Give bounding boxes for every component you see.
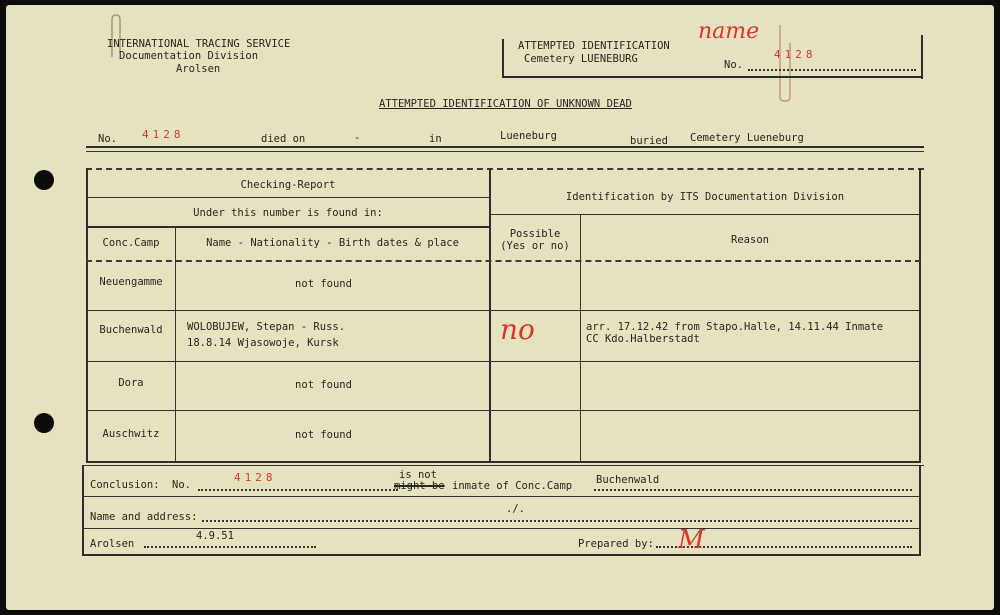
row-camp: Buchenwald — [99, 324, 163, 336]
row-camp: Auschwitz — [102, 428, 160, 440]
row-details: not found — [295, 379, 352, 391]
no-label: No. — [98, 133, 117, 145]
row-camp: Neuengamme — [99, 276, 163, 288]
conclusion-is-not: is not — [399, 469, 437, 481]
paper-clip-icon-right — [776, 23, 798, 103]
prepared-by-initial: M — [678, 525, 705, 555]
in-label: in — [429, 133, 442, 145]
row-details-name: WOLOBUJEW, Stepan - Russ. — [187, 321, 346, 333]
handwritten-note: name — [698, 19, 760, 44]
row-reason-line2: CC Kdo.Halberstadt — [586, 333, 700, 345]
row-divider — [86, 310, 921, 311]
row-divider — [86, 361, 921, 362]
checking-subtitle: Under this number is found in: — [193, 207, 383, 219]
document-card — [6, 5, 994, 610]
punch-hole-bottom — [34, 413, 54, 433]
row-camp: Dora — [118, 377, 144, 389]
org-division: Documentation Division — [119, 50, 259, 62]
conclusion-no-value: 4128 — [234, 471, 277, 484]
col-camp-header: Conc.Camp — [102, 237, 160, 249]
conclusion-left-border — [82, 465, 84, 555]
punch-hole-top — [34, 170, 54, 190]
conclusion-struck-text: might be — [394, 480, 445, 492]
conclusion-no-dotted-line — [198, 489, 398, 491]
conclusion-right-border — [919, 465, 921, 555]
date-dotted-line — [144, 546, 316, 548]
col-details-header: Name - Nationality - Birth dates & place — [206, 237, 459, 249]
box-no-value: 4128 — [774, 48, 817, 61]
table-bottom-border — [86, 461, 921, 463]
in-value: Lueneburg — [500, 130, 557, 142]
identification-title-line — [489, 214, 920, 215]
header-row-bottom — [86, 260, 921, 262]
box-no-dotted-line — [748, 69, 916, 71]
buried-label: buried — [630, 135, 668, 147]
checking-title: Checking-Report — [240, 179, 336, 191]
died-on-label: died on — [261, 133, 306, 145]
buried-value: Cemetery Lueneburg — [690, 132, 804, 144]
form-bottom-border — [82, 554, 921, 556]
row-details: not found — [295, 429, 352, 441]
col-reason-header: Reason — [731, 234, 769, 246]
row-divider — [86, 410, 921, 411]
conclusion-camp-value: Buchenwald — [596, 474, 660, 486]
row-details: not found — [295, 278, 352, 290]
line-under-no — [86, 146, 924, 148]
conclusion-inmate-text: inmate of Conc.Camp — [452, 480, 573, 492]
checking-title-line — [86, 197, 489, 198]
no-value: 4128 — [142, 128, 185, 141]
name-address-label: Name and address: — [90, 511, 198, 523]
header-box-left-border — [502, 39, 504, 77]
checking-subtitle-line — [86, 226, 489, 228]
prepared-by-label: Prepared by: — [578, 538, 654, 550]
org-name: INTERNATIONAL TRACING SERVICE — [107, 38, 291, 50]
date-value: 4.9.51 — [196, 530, 234, 542]
conclusion-label: Conclusion: — [90, 479, 160, 491]
row-possible-handwritten: no — [500, 313, 535, 346]
place-label: Arolsen — [90, 538, 135, 550]
col-possible-divider — [580, 214, 581, 463]
name-address-value: ./. — [506, 503, 525, 515]
identification-title: Identification by ITS Documentation Division — [565, 191, 845, 203]
box-no-label: No. — [724, 59, 743, 71]
form-title: ATTEMPTED IDENTIFICATION OF UNKNOWN DEAD — [379, 98, 632, 110]
col-possible-header-2: (Yes or no) — [500, 240, 570, 252]
died-on-value: - — [354, 132, 361, 144]
footer-divider — [82, 528, 921, 529]
row-details-birth: 18.8.14 Wjasowoje, Kursk — [187, 337, 339, 349]
table-top-border — [86, 168, 924, 170]
conclusion-no-label: No. — [172, 479, 191, 491]
row-reason-line1: arr. 17.12.42 from Stapo.Halle, 14.11.44 Inmate — [586, 321, 884, 333]
line-under-no-2 — [86, 151, 924, 152]
box-subtitle: Cemetery LUENEBURG — [524, 53, 638, 65]
name-address-dotted-line — [202, 520, 912, 522]
header-box-bottom-border — [502, 76, 923, 78]
conclusion-top-line — [82, 465, 924, 466]
conclusion-camp-dotted-line — [594, 489, 912, 491]
org-location: Arolsen — [176, 63, 221, 75]
header-box-right-border — [921, 35, 923, 79]
table-right-border — [919, 168, 921, 463]
table-middle-divider — [489, 168, 491, 463]
box-title: ATTEMPTED IDENTIFICATION — [518, 40, 670, 52]
conclusion-divider — [82, 496, 921, 497]
col-possible-header-1: Possible — [509, 228, 561, 240]
